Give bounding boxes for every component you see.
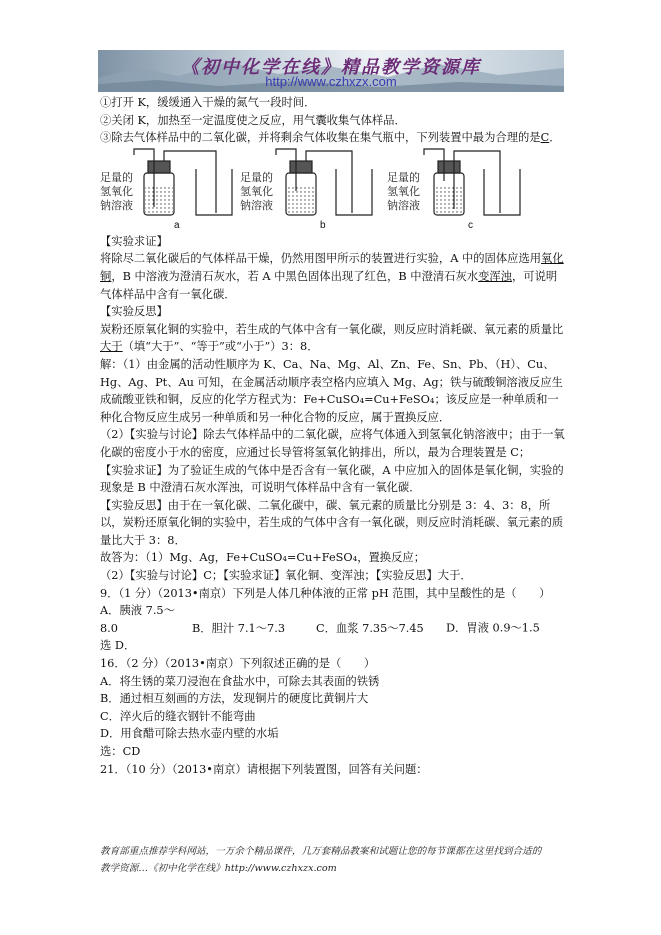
banner-title: 《初中化学在线》精品教学资源库 xyxy=(181,57,481,78)
page-footer xyxy=(100,843,570,877)
solution-paragraph: （2）【实验与讨论】C；【实验求证】氧化铜、变浑浊；【实验反思】大于． xyxy=(100,569,472,583)
solution-paragraph: 解：（1）由金属的活动性顺序为 K、Ca、Na、Mg、Al、Zn、Fe、Sn、Pb、（H）、Cu、Hg、Ag、Pt、Au 可知，在金属活动顺序表空格内应填入 Mg、Ag；铁与硫酸铜溶液反应生成硫酸亚铁和铜，反应的化学方程式为：Fe+CuSO₄=Cu+FeSO₄；该反应是一种单质和一种化合物反应生成另一种单质和另一种化合物的反应，属于置换反应． xyxy=(100,357,563,424)
apparatus-c xyxy=(424,149,520,215)
apparatus-figure xyxy=(100,147,568,217)
question-21-stem: 21．（10 分）（2013•南京）请根据下列装置图，回答有关问题： xyxy=(100,762,428,776)
question-16-stem: 16．（2 分）（2013•南京）下列叙述正确的是（ ） xyxy=(100,657,376,671)
exp-verify-text-1: 将除尽二氧化碳后的气体样品干燥，仍然用图甲所示的装置进行实验，A 中的固体应选用 xyxy=(100,252,542,266)
exp-reflect-paragraph xyxy=(100,321,568,356)
banner-url[interactable]: http://www.czhxzx.com xyxy=(265,74,397,89)
option: A．将生锈的菜刀浸泡在食盐水中，可除去其表面的铁锈 xyxy=(100,674,380,688)
solution-paragraph: 【实验反思】由于在一氧化碳、二氧化碳中，碳、氧元素的质量比分别是 3：4、3：8，所以，炭粉还原氧化铜的实验中，若生成的气体中含有一氧化碳，则反应时消耗碳、氧元素的质量比大于 3：8． xyxy=(100,498,564,547)
figure-label-b: b xyxy=(320,219,326,231)
question-9-options xyxy=(100,602,568,637)
bottle-label-line: 氢氧化 xyxy=(100,184,133,198)
option: D．胃液 0.9～1.5 xyxy=(446,621,540,635)
bottle-label-line: 钠溶液 xyxy=(387,198,420,212)
option: B．胆汁 7.1～7.3 xyxy=(192,621,286,635)
question-16-answer: 选：CD xyxy=(100,745,141,758)
question-9-answer: 选 D． xyxy=(100,639,136,653)
exp-verify-text-2: ，B 中溶液为澄清石灰水，若 A 中黑色固体出现了红色，B 中澄清石灰水 xyxy=(111,269,479,283)
figure-label-a: a xyxy=(174,219,180,231)
option: C．血浆 7.35～7.45 xyxy=(316,621,424,635)
step-3-text: ③除去气体样品中的二氧化碳，并将剩余气体收集在集气瓶中，下列装置中最为合理的是 xyxy=(100,131,541,145)
step-3-end: ． xyxy=(549,131,561,145)
footer-line: 教育部重点推荐学科网站，一万余个精品课件，几万套精品教案和试题让您的每节课都在这里找到合适的 xyxy=(100,846,542,857)
step-3 xyxy=(100,129,568,147)
bottle-label-line: 足量的 xyxy=(100,170,133,184)
bottle-label-line: 足量的 xyxy=(387,170,420,184)
solution-paragraph: 故答为：（1）Mg、Ag，Fe+CuSO₄=Cu+FeSO₄，置换反应； xyxy=(100,551,425,565)
solution-paragraph: （2）【实验与讨论】除去气体样品中的二氧化碳，应将气体通入到氢氧化钠溶液中；由于一氧化碳的密度小于水的密度，应通过长导管将氢氧化钠排出，所以，最为合理装置是 C； xyxy=(100,428,565,459)
apparatus-b xyxy=(276,149,372,215)
figure-labels xyxy=(100,217,568,233)
exp-reflect-text-2: （填“大于”、“等于”或“小于”）3：8． xyxy=(122,340,319,354)
step-2: ②关闭 K，加热至一定温度使之反应，用气囊收集气体样品． xyxy=(100,113,406,127)
document-body xyxy=(100,94,568,778)
apparatus-a xyxy=(134,149,232,215)
step-3-answer: C xyxy=(540,131,550,145)
exp-verify-paragraph xyxy=(100,250,568,303)
solution-paragraph: 【实验求证】为了验证生成的气体中是否含有一氧化碳，A 中应加入的固体是氧化铜，实验的现象是 B 中澄清石灰水浑浊，可说明气体样品中含有一氧化碳． xyxy=(100,463,564,495)
footer-line: 教学资源…《初中化学在线》http://www.czhxzx.com xyxy=(100,863,337,874)
exp-verify-answer-2: 变浑浊 xyxy=(478,269,512,283)
exp-verify-text-3: ，可说明气体样品中含有一氧化碳． xyxy=(100,269,558,301)
question-9-stem: 9．（1 分）（2013•南京）下列是人体几种体液的正常 pH 范围，其中呈酸性的是（ ） xyxy=(100,586,551,600)
exp-reflect-text-1: 炭粉还原氧化铜的实验中，若生成的气体中含有一氧化碳，则反应时消耗碳、氧元素的质量比 xyxy=(100,322,564,336)
header-banner xyxy=(98,50,564,92)
option: C．淬火后的缝衣钢针不能弯曲 xyxy=(100,709,256,723)
option: D．用食醋可除去热水壶内壁的水垢 xyxy=(100,727,279,741)
option: A．胰液 7.5～8.0 xyxy=(100,604,175,635)
exp-verify-answer-1: 氧化铜 xyxy=(100,252,564,283)
bottle-label-line: 氢氧化 xyxy=(387,184,420,198)
step-1: ①打开 K，缓缓通入干燥的氮气一段时间． xyxy=(100,96,316,109)
section-heading: 【实验求证】 xyxy=(100,234,168,248)
bottle-label-line: 钠溶液 xyxy=(100,198,133,212)
gas-washing-apparatus-diagram xyxy=(100,147,568,217)
bottle-label-line: 氢氧化 xyxy=(240,184,273,198)
bottle-label-line: 足量的 xyxy=(240,170,273,184)
option: B．通过相互刻画的方法，发现铜片的硬度比黄铜片大 xyxy=(100,692,369,706)
exp-reflect-answer: 大于 xyxy=(100,340,123,354)
figure-label-c: c xyxy=(468,219,473,231)
section-heading: 【实验反思】 xyxy=(100,305,168,319)
bottle-label-line: 钠溶液 xyxy=(240,198,273,212)
